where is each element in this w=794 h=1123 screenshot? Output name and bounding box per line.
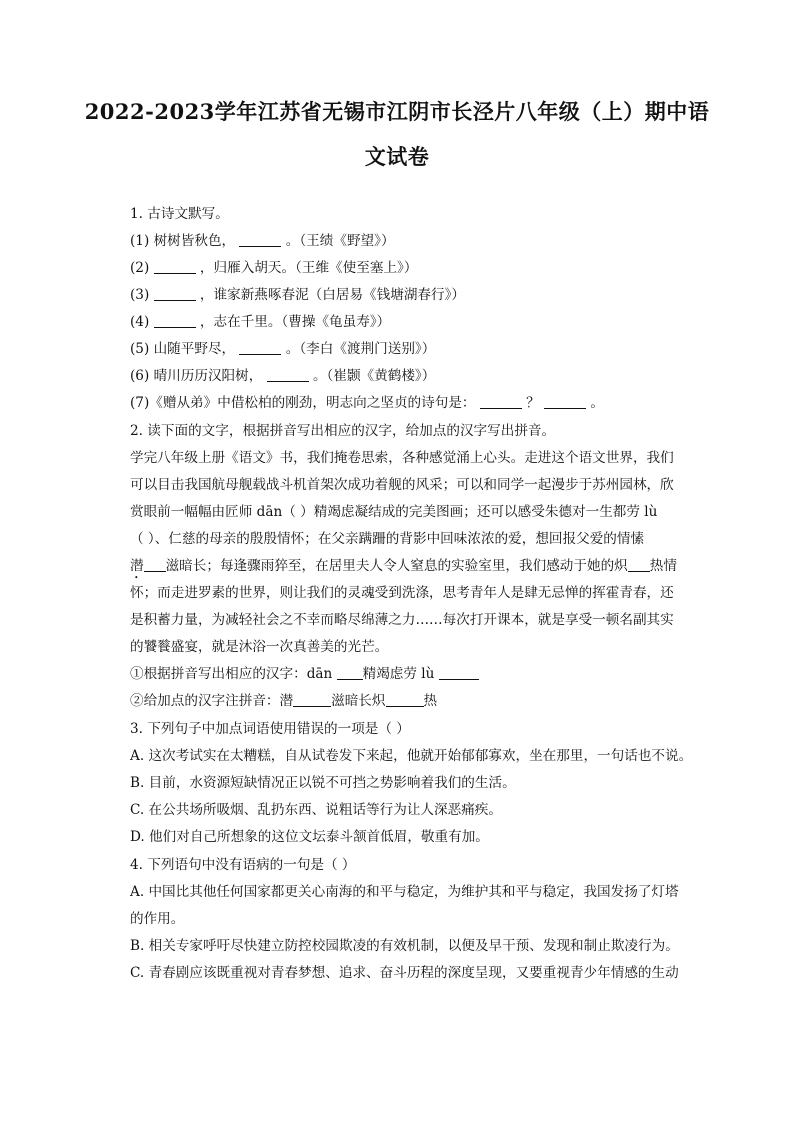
q1-item-1-after: 。（王绩《野望》） [285,233,395,249]
q1-item-6-after: 。（崔颢《黄鹤楼》） [312,368,436,384]
answer-blank[interactable] [154,314,196,328]
q3-option-c: C. 在公共场所吸烟、乱扔东西、说粗话等行为让人深恶痛疾。 [130,802,502,818]
q3-option-d: D. 他们对自己所想象的这位文坛泰斗颔首低眉，敬重有加。 [130,829,489,845]
q4-option-a-cont: 的作用。 [130,911,185,927]
q2-sub-2 [130,692,700,710]
q2-sub-2-text: 滋暗长炽 [331,693,386,709]
q2-dotted-char: 潜 [130,558,144,574]
q4-stem: 4. 下列语句中没有语病的一句是（ ） [130,857,356,873]
q1-item-5-after: 。（李白《渡荆门送别》） [285,341,436,357]
q1-item-4 [130,313,700,331]
answer-blank[interactable] [267,368,309,382]
q1-item-3-before: (3) [130,287,150,303]
answer-blank[interactable] [239,233,281,247]
q3-option-a: A. 这次考试实在太糟糕，自从试卷发下来起，他就开始郁郁寡欢，坐在那里，一句话也不说。 [130,748,693,764]
q4-option-b: B. 相关专家呼吁尽快建立防控校园欺凌的有效机制，以便及早干预、发现和制止欺凌行为。 [130,938,679,954]
q1-item-7-before: (7)《赠从弟》中借松柏的刚劲，明志向之坚贞的诗句是： [130,395,476,411]
q2-sub-1 [130,665,700,683]
exam-title-line2: 文试卷 [364,144,430,169]
q2-stem: 2. 读下面的文字，根据拼音写出相应的汉字，给加点的汉字写出拼音。 [130,423,556,439]
q2-sub-2-text: ②给加点的汉字注拼音：潜 [130,693,294,709]
q1-item-3 [130,286,700,304]
q4-option-c: C. 青春剧应该既重视对青春梦想、追求、奋斗历程的深度呈现，又要重视青少年情感的生动 [130,965,679,981]
q1-stem: 1. 古诗文默写。 [130,206,229,222]
answer-blank[interactable] [293,693,331,707]
answer-blank[interactable] [144,558,166,572]
q1-item-1 [130,232,700,250]
answer-blank[interactable] [154,287,196,301]
q2-passage-text: 滋暗长；每逢骤雨猝至，在居里夫人令人窒息的实验室里，我们感动于她的炽 [165,558,628,574]
answer-blank[interactable] [239,341,281,355]
q1-item-6 [130,367,700,385]
q2-passage-line: 是积蓄力量，为减轻社会之不幸而略尽绵薄之力……每次打开课本，就是享受一顿名副其实 [130,612,674,628]
q1-item-2 [130,259,700,277]
q4-option-a: A. 中国比其他任何国家都更关心南海的和平与稳定，为维护其和平与稳定，我国发扬了灯塔 [130,884,679,900]
q3-option-b: B. 目前，水资源短缺情况正以锐不可挡之势影响着我们的生活。 [130,775,516,791]
q1-item-2-after: ，归雁入胡天。（王维《使至塞上》） [199,260,418,276]
q1-item-7-after: 。 [590,395,605,411]
q2-passage-text: 热情 [649,558,677,574]
q2-sub-2-text: 热 [423,693,438,709]
exam-title-line1: 2022-2023学年江苏省无锡市江阴市长泾片八年级（上）期中语 [84,99,710,124]
q2-passage-line: （ ）、仁慈的母亲的殷殷情怀；在父亲蹒跚的背影中回味浓浓的爱，想回报父爱的情愫 [130,531,645,547]
q1-item-5 [130,340,700,358]
answer-blank[interactable] [386,693,424,707]
q1-item-4-after: ，志在千里。（曹操《龟虽寿》） [199,314,391,330]
q2-passage-line: 学完八年级上册《语文》书，我们掩卷思索，各种感觉涌上心头。走进这个语文世界，我们 [130,450,674,466]
q1-item-4-before: (4) [130,314,150,330]
q3-stem: 3. 下列句子中加点词语使用错误的一项是（ ） [130,721,410,737]
q2-sub-1-text: ①根据拼音写出相应的汉字：dān [130,666,333,682]
answer-blank[interactable] [544,395,586,409]
q2-sub-1-text: 精竭虑劳 lù [362,666,435,682]
q1-item-3-after: ，谁家新燕啄春泥（白居易《钱塘湖春行》） [199,287,465,303]
answer-blank[interactable] [628,558,650,572]
q1-item-1-before: (1) 树树皆秋色， [130,233,236,249]
q2-passage-line [130,557,700,582]
answer-blank[interactable] [154,260,196,274]
q1-item-5-before: (5) 山随平野尽， [130,341,236,357]
q2-passage-line: 怀；而走进罗素的世界，则让我们的灵魂受到洗涤，思考青年人是肆无忌惮的挥霍青春，还 [130,585,674,601]
q1-item-6-before: (6) 晴川历历汉阳树， [130,368,263,384]
q2-passage-line: 可以目击我国航母舰载战斗机首架次成功着舰的风采；可以和同学一起漫步于苏州园林，欣 [130,477,674,493]
answer-blank[interactable] [337,666,363,680]
q2-passage-line: 的饕餮盛宴，就是沐浴一次真善美的光芒。 [130,639,389,655]
answer-blank[interactable] [480,395,522,409]
answer-blank[interactable] [439,666,479,680]
q1-item-7-mid: ？ [526,395,540,411]
q2-passage-line: 赏眼前一幅幅由匠师 dān（ ）精竭虑凝结成的完美图画；还可以感受朱德对一生都劳 lù [130,504,658,520]
q1-item-7 [130,394,700,412]
q1-item-2-before: (2) [130,260,150,276]
